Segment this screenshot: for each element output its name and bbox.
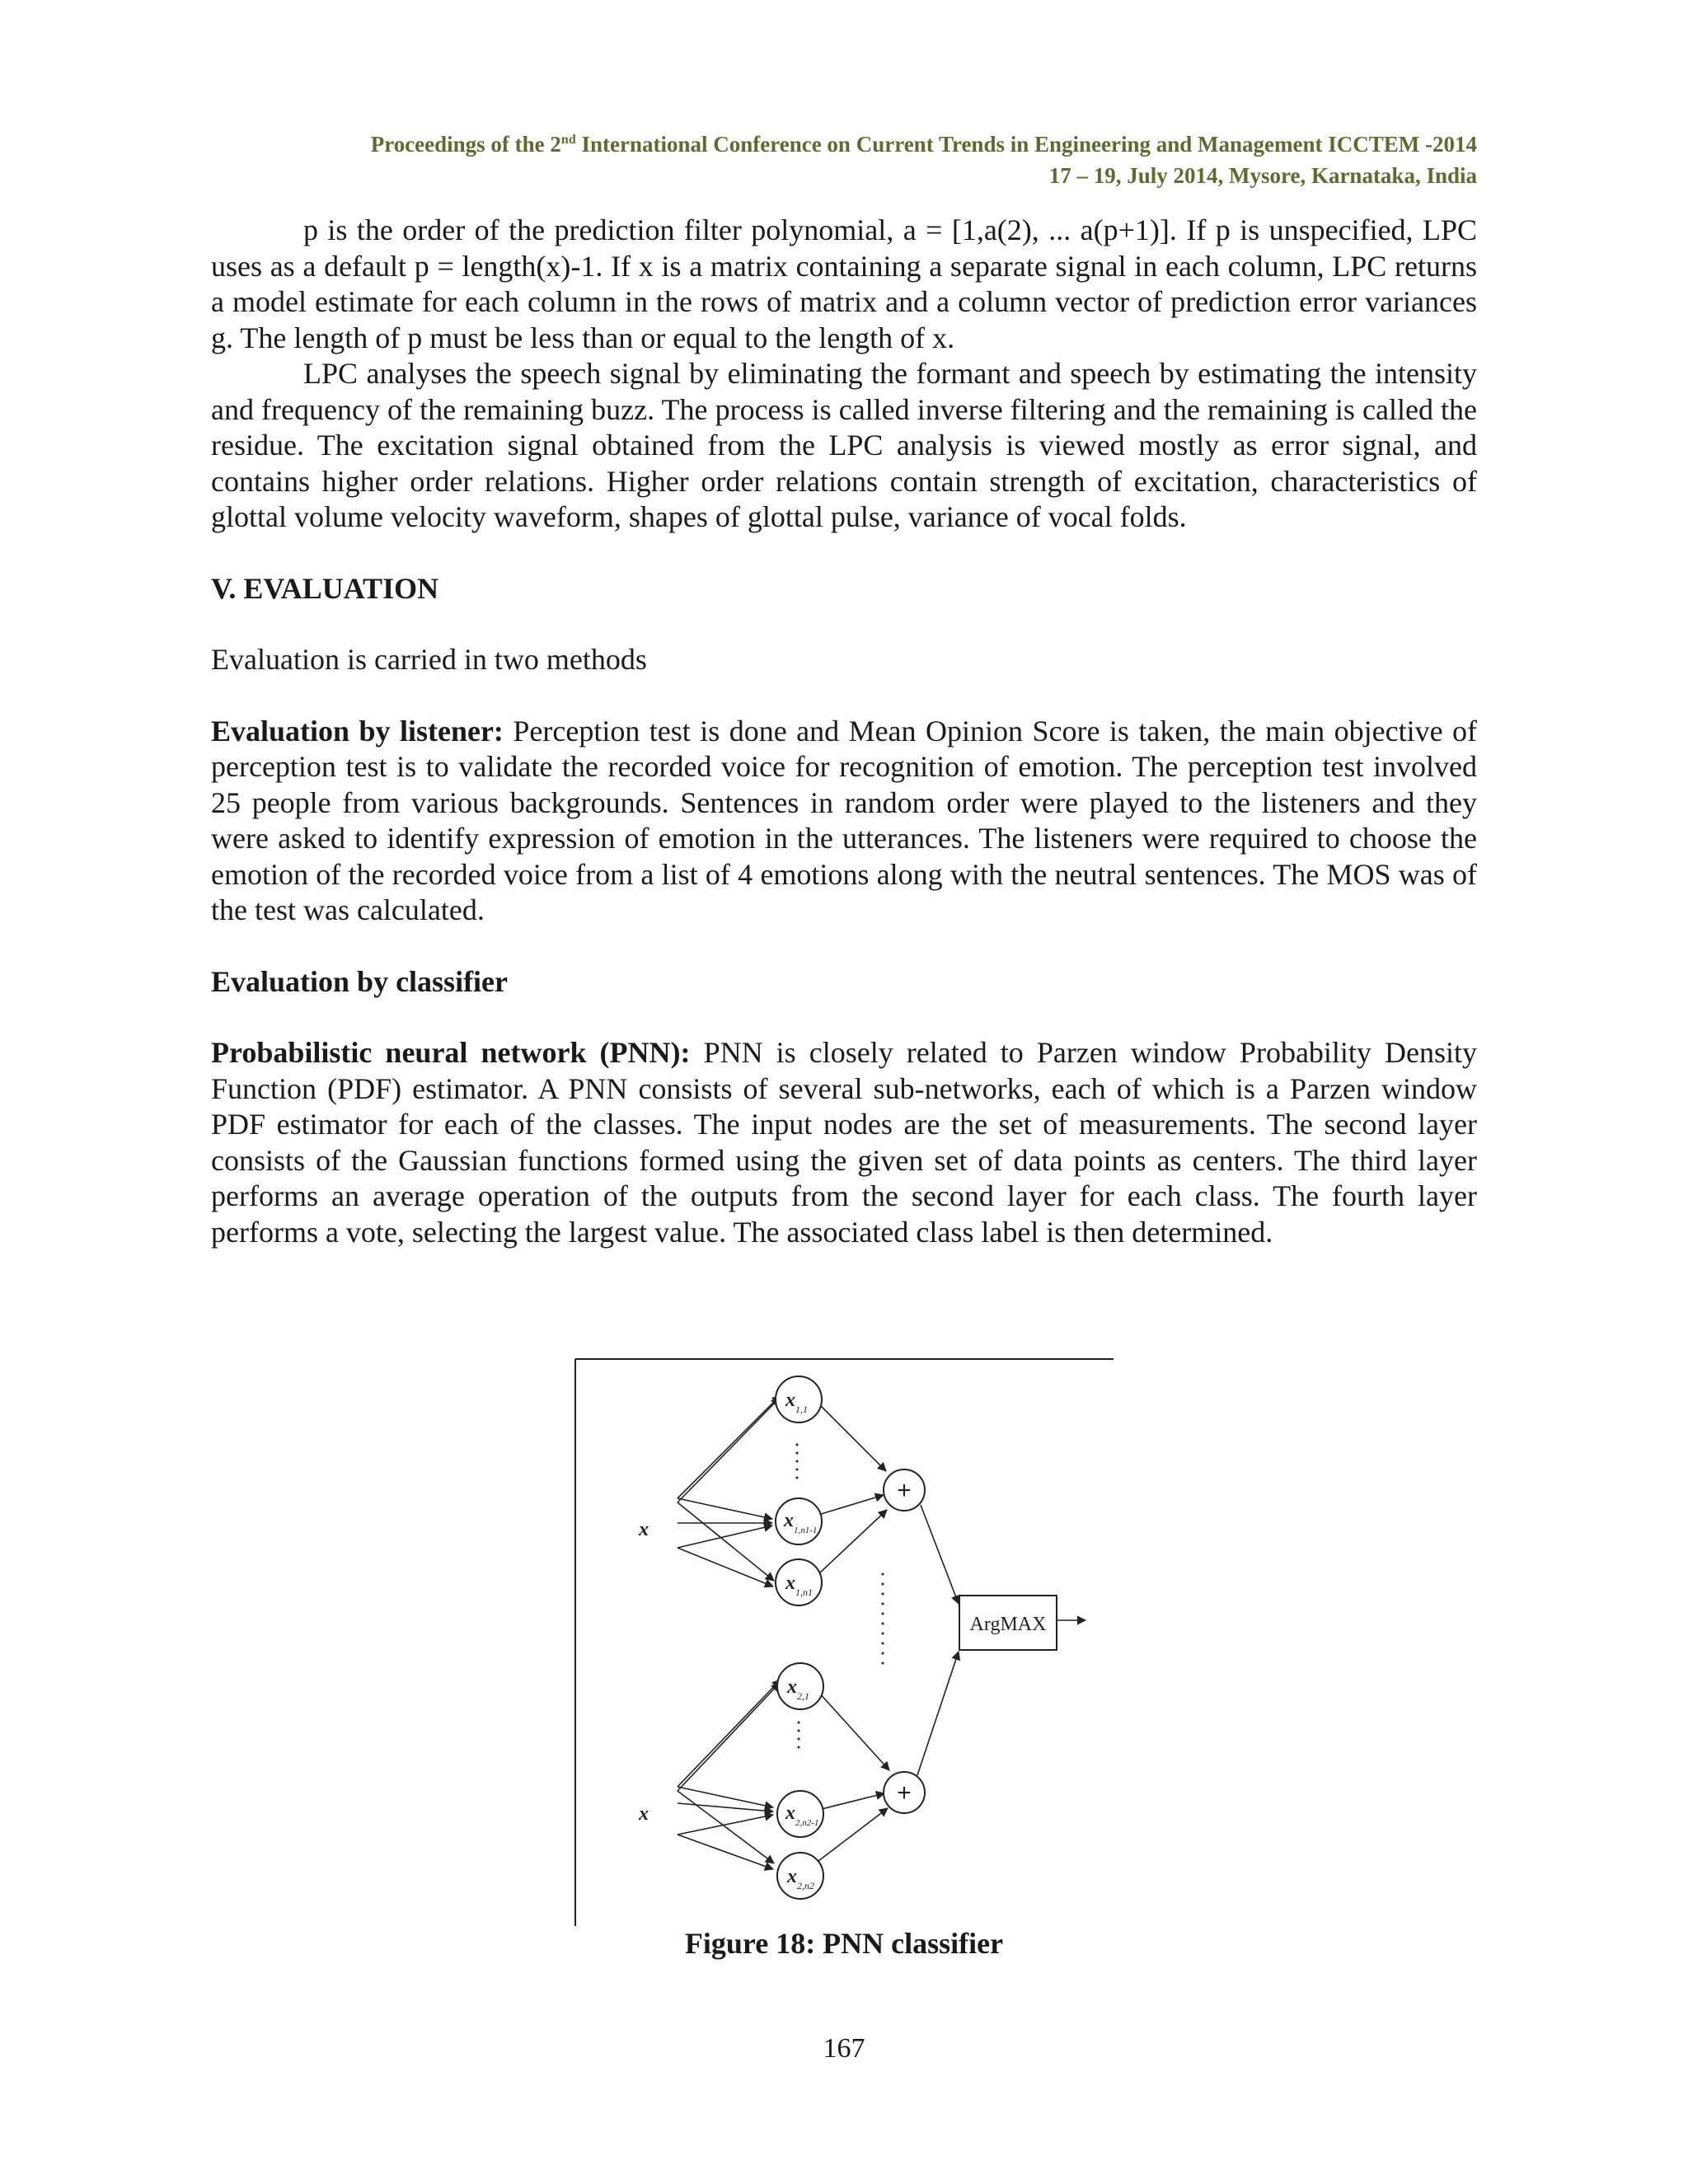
edge-x1-to-n11-b <box>678 1398 780 1502</box>
svg-text:ArgMAX: ArgMAX <box>969 1614 1047 1635</box>
edge-sum2-to-argmax <box>917 1652 959 1775</box>
input-label-x1: x <box>639 1519 649 1540</box>
svg-text:x: x <box>787 1866 797 1887</box>
svg-text:2,n2-1: 2,n2-1 <box>795 1818 819 1828</box>
edge-x2-to-n21-b <box>678 1683 780 1791</box>
edge-n1n1-to-sum1 <box>818 1510 887 1574</box>
edge-x1-to-n1n1m1-c <box>678 1526 772 1548</box>
svg-text:+: + <box>897 1779 912 1807</box>
sum-node-1 <box>884 1469 925 1511</box>
figure-caption: Figure 18: PNN classifier <box>684 1927 1004 1960</box>
section-heading: V. EVALUATION <box>211 571 439 605</box>
edge-n11-to-sum1 <box>818 1404 886 1471</box>
svg-text:x: x <box>785 1802 795 1824</box>
edge-x2-to-n21-a <box>678 1680 781 1787</box>
paragraph-lpc-analysis: LPC analyses the speech signal by eliminating the formant and speech by estimating the intensity and frequency of the remaining buzz. The process is called inverse filtering and the remaining is called the residue. The excitation signal obtained from the LPC analysis is viewed mostly as error signal, and contains higher order relations. Higher order relations contain strength of excitation, characteristics of glottal volume velocity waveform, shapes of glottal pulse, variance of vocal folds. <box>211 357 1477 533</box>
classifier-heading: Evaluation by classifier <box>211 964 509 998</box>
conference-header <box>208 129 1477 191</box>
edge-n1n1m1-to-sum1 <box>818 1495 884 1515</box>
svg-text:x: x <box>784 1510 794 1531</box>
edge-x1-to-n1n1-a <box>678 1502 774 1581</box>
edge-n21-to-sum2 <box>818 1692 889 1770</box>
svg-text:x: x <box>787 1676 797 1698</box>
page-number: 167 <box>823 2033 865 2064</box>
pnn-figure <box>574 1358 1114 1927</box>
edge-n2n2-to-sum2 <box>818 1808 888 1861</box>
edge-n2n2m1-to-sum2 <box>818 1793 884 1810</box>
svg-text:1,1: 1,1 <box>795 1404 808 1415</box>
paragraph-listener <box>211 714 1477 929</box>
body-text <box>211 213 1477 1250</box>
edge-sum1-to-argmax <box>921 1505 959 1604</box>
evaluation-intro: Evaluation is carried in two methods <box>211 643 647 676</box>
paragraph-lpc-order: p is the order of the prediction filter polynomial, a = [1,a(2), ... a(p+1)]. If p is unspecified, LPC uses as a default p = length(x)-1. If x is a matrix containing a separate signal in each column, LPC returns a model estimate for each column in the rows of matrix and a column vector of prediction error variances g. The length of p must be less than or equal to the length of x. <box>211 213 1477 354</box>
edge-x1-to-n11-a <box>678 1395 781 1498</box>
listener-lead: Evaluation by listener: <box>211 714 504 748</box>
listener-text: Perception test is done and Mean Opinion Score is taken, the main objective of perception test is to validate the recorded voice for recognition of emotion. The perception test involved 25 people from various backgrounds. Sentences in random order were played to the listeners and they were asked to identify expression of emotion in the utterances. The listeners were required to choose the emotion of the recorded voice from a list of 4 emotions along with the neutral sentences. The MOS was of the test was calculated. <box>211 714 1478 926</box>
pnn-diagram <box>574 1358 1114 1927</box>
input-label-x2: x <box>639 1803 649 1825</box>
svg-text:x: x <box>785 1572 795 1594</box>
edge-x2-to-n2n2m1-c <box>678 1815 773 1835</box>
node-x-1-n1-minus-1 <box>776 1498 822 1544</box>
node-x-1-1 <box>776 1376 822 1422</box>
pnn-lead: Probabilistic neural network (PNN): <box>211 1036 691 1069</box>
svg-text:2,n2: 2,n2 <box>797 1880 814 1891</box>
header-line-2: 17 – 19, July 2014, Mysore, Karnataka, India <box>1048 163 1477 188</box>
edge-x1-to-n1n1m1-a <box>678 1498 772 1519</box>
node-x-2-1 <box>777 1663 823 1709</box>
paragraph-pnn <box>211 1035 1477 1250</box>
svg-text:+: + <box>897 1477 912 1504</box>
pnn-text: PNN is closely related to Parzen window Probability Density Function (PDF) estimator. A PNN consists of several sub-networks, each of which is a Parzen window PDF estimator for each of the classes. The input nodes are the set of measurements. The second layer consists of the Gaussian functions formed using the given set of data points as centers. The third layer performs an average operation of the outputs from the second layer for each class. The fourth layer performs a vote, selecting the largest value. The associated class label is then determined. <box>211 1036 1477 1249</box>
edge-x1-to-n1n1-b <box>678 1548 773 1586</box>
node-x-2-n2-minus-1 <box>777 1791 823 1837</box>
svg-text:2,1: 2,1 <box>797 1690 809 1702</box>
sum-node-2 <box>884 1772 925 1813</box>
argmax-box <box>959 1596 1057 1650</box>
header-line-1: Proceedings of the 2nd International Conference on Current Trends in Engineering and Management ICCTEM -2014 <box>370 132 1477 157</box>
node-x-1-n1 <box>776 1559 822 1605</box>
node-x-2-n2 <box>777 1853 823 1899</box>
svg-text:x: x <box>785 1390 795 1411</box>
svg-text:1,n1-1: 1,n1-1 <box>794 1526 818 1535</box>
svg-text:1,n1: 1,n1 <box>795 1586 813 1598</box>
